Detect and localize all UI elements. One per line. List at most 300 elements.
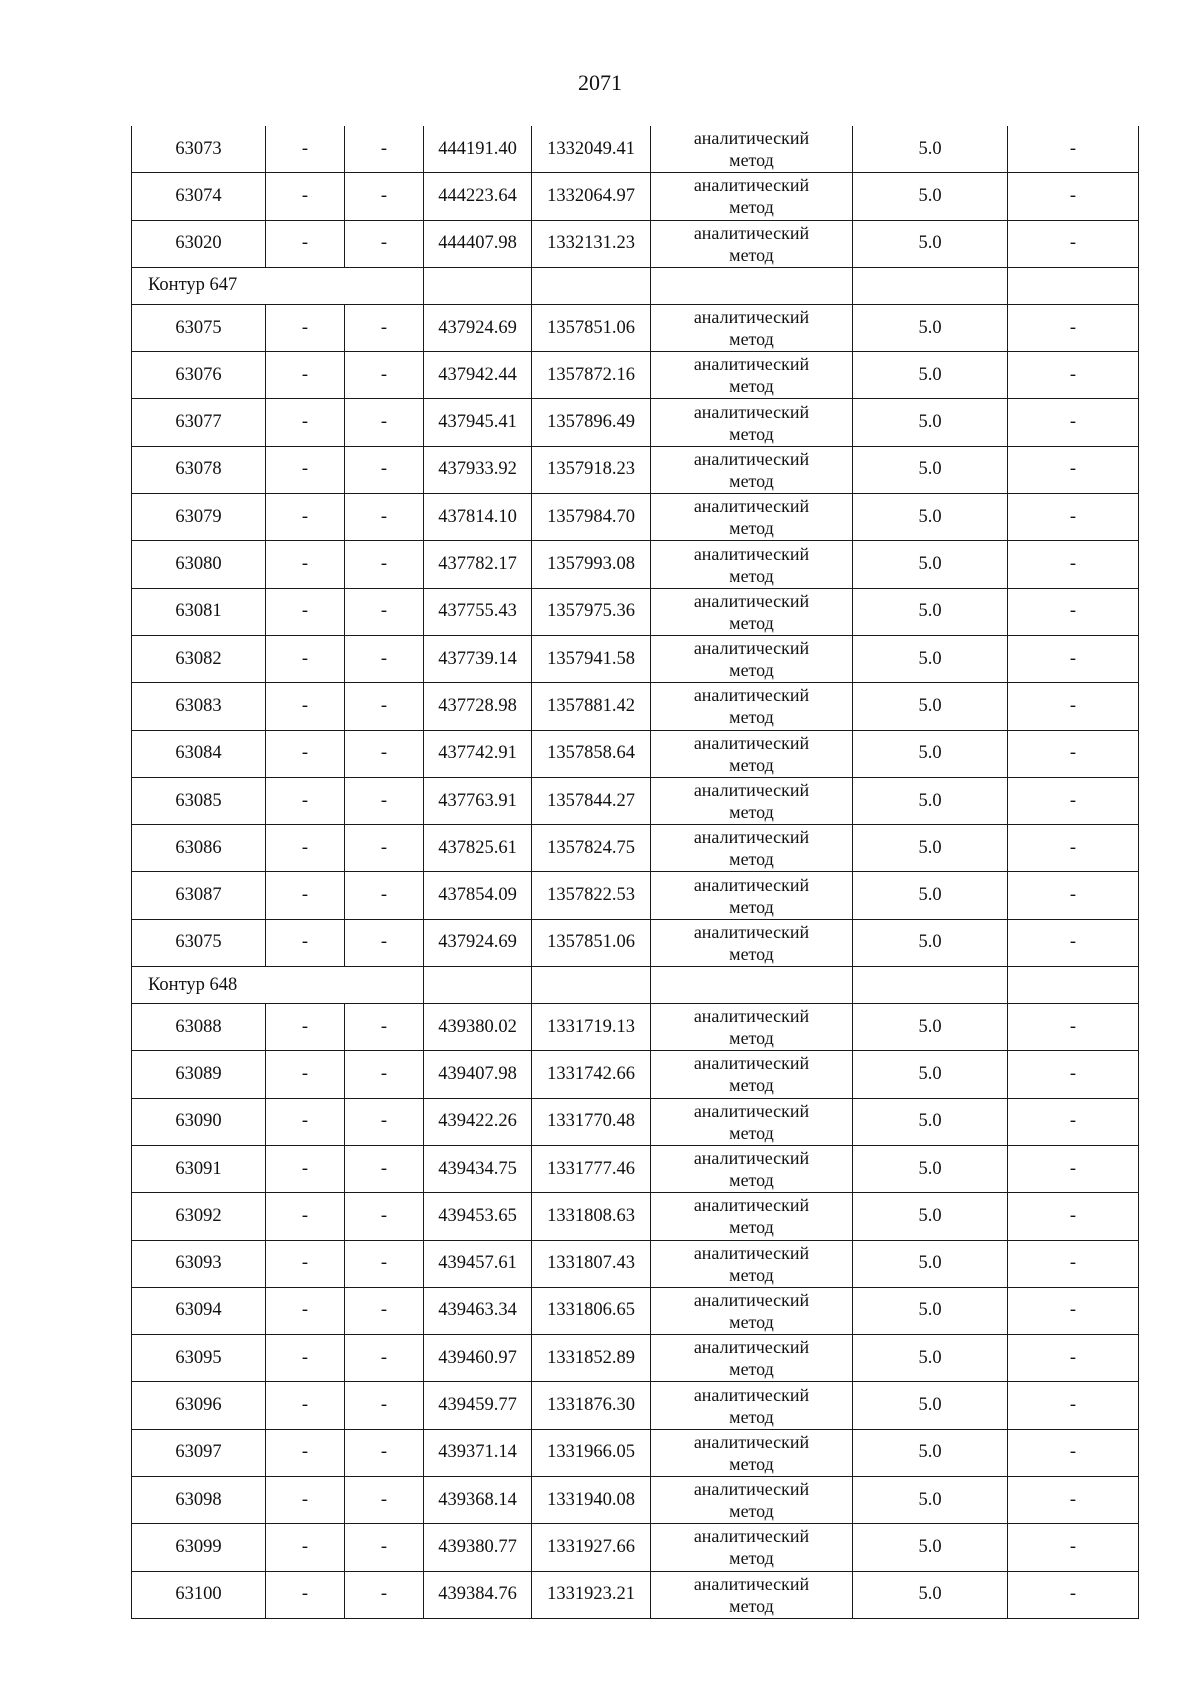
col8-cell: - [1008,1098,1139,1145]
method-line1: аналитический [693,732,810,753]
table-row [132,1524,1139,1571]
col3-cell: - [345,352,424,399]
col2-cell: - [266,1098,345,1145]
table-row [132,825,1139,872]
x-coordinate-cell: 437854.09 [424,872,532,919]
point-id-cell: 63087 [132,872,266,919]
point-id-cell: 63075 [132,304,266,351]
y-coordinate-cell: 1357993.08 [532,541,651,588]
x-coordinate-cell: 437945.41 [424,399,532,446]
empty-cell [651,967,853,1004]
col8-cell: - [1008,541,1139,588]
y-coordinate-cell: 1331719.13 [532,1004,651,1051]
method-cell [651,588,853,635]
method-line2: метод [729,1264,774,1285]
table-row [132,872,1139,919]
col8-cell: - [1008,777,1139,824]
x-coordinate-cell: 437739.14 [424,635,532,682]
col8-cell: - [1008,683,1139,730]
method-line1: аналитический [693,1148,810,1169]
col8-cell: - [1008,1382,1139,1429]
x-coordinate-cell: 439368.14 [424,1477,532,1524]
accuracy-cell: 5.0 [853,777,1008,824]
accuracy-cell: 5.0 [853,1477,1008,1524]
x-coordinate-cell: 437728.98 [424,683,532,730]
y-coordinate-cell: 1332064.97 [532,173,651,220]
y-coordinate-cell: 1331806.65 [532,1287,651,1334]
method-line1: аналитический [693,1242,810,1263]
col2-cell: - [266,220,345,267]
method-cell [651,304,853,351]
col8-cell: - [1008,1524,1139,1571]
col3-cell: - [345,872,424,919]
y-coordinate-cell: 1357851.06 [532,919,651,966]
method-line1: аналитический [693,307,810,328]
accuracy-cell: 5.0 [853,825,1008,872]
col3-cell: - [345,1004,424,1051]
accuracy-cell: 5.0 [853,541,1008,588]
col8-cell: - [1008,1477,1139,1524]
accuracy-cell: 5.0 [853,399,1008,446]
point-id-cell: 63074 [132,173,266,220]
table-row [132,494,1139,541]
accuracy-cell: 5.0 [853,1098,1008,1145]
col3-cell: - [345,1335,424,1382]
table-row [132,1193,1139,1240]
accuracy-cell: 5.0 [853,1240,1008,1287]
table-row [132,1287,1139,1334]
empty-cell [853,267,1008,304]
method-line2: метод [729,197,774,218]
col3-cell: - [345,635,424,682]
method-line2: метод [729,1406,774,1427]
col3-cell: - [345,825,424,872]
col8-cell: - [1008,825,1139,872]
method-line2: метод [729,565,774,586]
empty-cell [1008,967,1139,1004]
accuracy-cell: 5.0 [853,173,1008,220]
accuracy-cell: 5.0 [853,1524,1008,1571]
col2-cell: - [266,683,345,730]
point-id-cell: 63094 [132,1287,266,1334]
method-cell [651,1335,853,1382]
col2-cell: - [266,825,345,872]
method-line1: аналитический [693,1526,810,1547]
y-coordinate-cell: 1357881.42 [532,683,651,730]
contour-label: Контур 647 [132,267,424,304]
x-coordinate-cell: 437755.43 [424,588,532,635]
method-line1: аналитический [693,128,810,149]
col3-cell: - [345,220,424,267]
table-row [132,1571,1139,1618]
point-id-cell: 63091 [132,1145,266,1192]
accuracy-cell: 5.0 [853,1571,1008,1618]
accuracy-cell: 5.0 [853,494,1008,541]
point-id-cell: 63085 [132,777,266,824]
accuracy-cell: 5.0 [853,635,1008,682]
col3-cell: - [345,588,424,635]
x-coordinate-cell: 437763.91 [424,777,532,824]
method-line2: метод [729,1122,774,1143]
point-id-cell: 63079 [132,494,266,541]
method-line1: аналитический [693,496,810,517]
table-row [132,777,1139,824]
method-cell [651,1145,853,1192]
col2-cell: - [266,1335,345,1382]
col8-cell: - [1008,1287,1139,1334]
col8-cell: - [1008,919,1139,966]
point-id-cell: 63076 [132,352,266,399]
col2-cell: - [266,1477,345,1524]
table-row [132,1240,1139,1287]
point-id-cell: 63083 [132,683,266,730]
table-row [132,541,1139,588]
point-id-cell: 63077 [132,399,266,446]
col8-cell: - [1008,1335,1139,1382]
method-cell [651,1098,853,1145]
col2-cell: - [266,1004,345,1051]
col8-cell: - [1008,126,1139,173]
y-coordinate-cell: 1331807.43 [532,1240,651,1287]
accuracy-cell: 5.0 [853,1193,1008,1240]
y-coordinate-cell: 1357872.16 [532,352,651,399]
method-cell [651,352,853,399]
table-row [132,399,1139,446]
method-cell [651,872,853,919]
x-coordinate-cell: 439460.97 [424,1335,532,1382]
method-cell [651,541,853,588]
col3-cell: - [345,1477,424,1524]
col2-cell: - [266,777,345,824]
accuracy-cell: 5.0 [853,1145,1008,1192]
method-cell [651,173,853,220]
empty-cell [424,967,532,1004]
col3-cell: - [345,1051,424,1098]
method-line2: метод [729,423,774,444]
method-line1: аналитический [693,1337,810,1358]
col2-cell: - [266,352,345,399]
point-id-cell: 63020 [132,220,266,267]
method-line2: метод [729,1595,774,1616]
empty-cell [1008,267,1139,304]
method-line2: метод [729,754,774,775]
table-row [132,1145,1139,1192]
col8-cell: - [1008,730,1139,777]
method-cell [651,126,853,173]
accuracy-cell: 5.0 [853,1335,1008,1382]
table-row [132,1098,1139,1145]
col8-cell: - [1008,494,1139,541]
col2-cell: - [266,1524,345,1571]
method-line2: метод [729,612,774,633]
col2-cell: - [266,1287,345,1334]
x-coordinate-cell: 437924.69 [424,304,532,351]
method-cell [651,635,853,682]
method-cell [651,220,853,267]
method-line2: метод [729,470,774,491]
accuracy-cell: 5.0 [853,1287,1008,1334]
table-row [132,173,1139,220]
x-coordinate-cell: 437933.92 [424,446,532,493]
method-cell [651,1004,853,1051]
method-line1: аналитический [693,685,810,706]
col8-cell: - [1008,446,1139,493]
y-coordinate-cell: 1357824.75 [532,825,651,872]
accuracy-cell: 5.0 [853,730,1008,777]
accuracy-cell: 5.0 [853,872,1008,919]
method-cell [651,1524,853,1571]
y-coordinate-cell: 1331770.48 [532,1098,651,1145]
method-cell [651,1571,853,1618]
x-coordinate-cell: 439384.76 [424,1571,532,1618]
y-coordinate-cell: 1331742.66 [532,1051,651,1098]
y-coordinate-cell: 1357984.70 [532,494,651,541]
method-line1: аналитический [693,780,810,800]
col8-cell: - [1008,1571,1139,1618]
col3-cell: - [345,1571,424,1618]
x-coordinate-cell: 439380.02 [424,1004,532,1051]
y-coordinate-cell: 1331808.63 [532,1193,651,1240]
col2-cell: - [266,1145,345,1192]
accuracy-cell: 5.0 [853,1429,1008,1476]
point-id-cell: 63096 [132,1382,266,1429]
point-id-cell: 63084 [132,730,266,777]
col3-cell: - [345,1145,424,1192]
x-coordinate-cell: 439459.77 [424,1382,532,1429]
method-line1: аналитический [693,1573,810,1594]
col3-cell: - [345,1429,424,1476]
method-line1: аналитический [693,1479,810,1500]
table-row [132,304,1139,351]
col8-cell: - [1008,1429,1139,1476]
accuracy-cell: 5.0 [853,1004,1008,1051]
method-cell [651,1240,853,1287]
x-coordinate-cell: 439407.98 [424,1051,532,1098]
method-line2: метод [729,1217,774,1238]
method-line2: метод [729,1548,774,1569]
y-coordinate-cell: 1357941.58 [532,635,651,682]
accuracy-cell: 5.0 [853,1382,1008,1429]
method-line1: аналитический [693,874,810,895]
accuracy-cell: 5.0 [853,352,1008,399]
col8-cell: - [1008,1193,1139,1240]
method-cell [651,494,853,541]
method-line2: метод [729,518,774,539]
method-line2: метод [729,376,774,397]
table-row [132,1004,1139,1051]
point-id-cell: 63092 [132,1193,266,1240]
method-cell [651,825,853,872]
accuracy-cell: 5.0 [853,588,1008,635]
table-row [132,126,1139,173]
table-row [132,446,1139,493]
y-coordinate-cell: 1331966.05 [532,1429,651,1476]
method-cell [651,399,853,446]
col3-cell: - [345,1098,424,1145]
coordinates-table [131,126,1139,1619]
col2-cell: - [266,730,345,777]
method-cell [651,1382,853,1429]
y-coordinate-cell: 1331852.89 [532,1335,651,1382]
point-id-cell: 63078 [132,446,266,493]
method-line2: метод [729,1170,774,1191]
method-line2: метод [729,1075,774,1096]
col3-cell: - [345,777,424,824]
table-row [132,683,1139,730]
y-coordinate-cell: 1357896.49 [532,399,651,446]
col2-cell: - [266,1193,345,1240]
accuracy-cell: 5.0 [853,1051,1008,1098]
col2-cell: - [266,494,345,541]
method-line2: метод [729,660,774,681]
table-body [132,126,1139,1618]
col3-cell: - [345,126,424,173]
method-cell [651,1287,853,1334]
method-cell [651,446,853,493]
method-line1: аналитический [693,590,810,611]
col3-cell: - [345,399,424,446]
table-row [132,1051,1139,1098]
table-row [132,1429,1139,1476]
point-id-cell: 63098 [132,1477,266,1524]
y-coordinate-cell: 1357851.06 [532,304,651,351]
point-id-cell: 63086 [132,825,266,872]
x-coordinate-cell: 439453.65 [424,1193,532,1240]
y-coordinate-cell: 1332131.23 [532,220,651,267]
table-row [132,220,1139,267]
col3-cell: - [345,446,424,493]
col2-cell: - [266,588,345,635]
point-id-cell: 63081 [132,588,266,635]
method-cell [651,730,853,777]
x-coordinate-cell: 439434.75 [424,1145,532,1192]
y-coordinate-cell: 1357822.53 [532,872,651,919]
method-line1: аналитический [693,921,810,942]
col2-cell: - [266,126,345,173]
col2-cell: - [266,1571,345,1618]
method-line2: метод [729,329,774,350]
col2-cell: - [266,304,345,351]
point-id-cell: 63075 [132,919,266,966]
method-line2: метод [729,1311,774,1332]
col3-cell: - [345,494,424,541]
method-line1: аналитический [693,448,810,469]
col3-cell: - [345,173,424,220]
method-line1: аналитический [693,1195,810,1216]
method-line1: аналитический [693,1053,810,1074]
x-coordinate-cell: 437924.69 [424,919,532,966]
col8-cell: - [1008,1051,1139,1098]
accuracy-cell: 5.0 [853,446,1008,493]
col2-cell: - [266,173,345,220]
x-coordinate-cell: 437814.10 [424,494,532,541]
y-coordinate-cell: 1331923.21 [532,1571,651,1618]
col8-cell: - [1008,173,1139,220]
col8-cell: - [1008,352,1139,399]
col8-cell: - [1008,588,1139,635]
method-line1: аналитический [693,1006,810,1027]
method-line2: метод [729,150,774,171]
contour-label: Контур 648 [132,967,424,1004]
accuracy-cell: 5.0 [853,683,1008,730]
col2-cell: - [266,919,345,966]
x-coordinate-cell: 437942.44 [424,352,532,399]
x-coordinate-cell: 437742.91 [424,730,532,777]
table-row [132,352,1139,399]
empty-cell [853,967,1008,1004]
method-cell [651,1429,853,1476]
col3-cell: - [345,730,424,777]
point-id-cell: 63097 [132,1429,266,1476]
col3-cell: - [345,1240,424,1287]
col3-cell: - [345,1193,424,1240]
x-coordinate-cell: 439457.61 [424,1240,532,1287]
col2-cell: - [266,1382,345,1429]
point-id-cell: 63099 [132,1524,266,1571]
method-line2: метод [729,1453,774,1474]
col2-cell: - [266,399,345,446]
col8-cell: - [1008,304,1139,351]
table-row [132,635,1139,682]
col3-cell: - [345,683,424,730]
y-coordinate-cell: 1331927.66 [532,1524,651,1571]
method-line2: метод [729,707,774,728]
page-number: 2071 [578,70,622,95]
method-line2: метод [729,1359,774,1380]
contour-header-row [132,267,1139,304]
method-line2: метод [729,943,774,964]
table-row [132,588,1139,635]
point-id-cell: 63089 [132,1051,266,1098]
col3-cell: - [345,541,424,588]
method-line1: аналитический [693,827,810,848]
col8-cell: - [1008,1145,1139,1192]
method-cell [651,1193,853,1240]
empty-cell [532,267,651,304]
point-id-cell: 63100 [132,1571,266,1618]
col2-cell: - [266,635,345,682]
empty-cell [651,267,853,304]
point-id-cell: 63073 [132,126,266,173]
col8-cell: - [1008,220,1139,267]
method-line2: метод [729,802,774,822]
x-coordinate-cell: 437782.17 [424,541,532,588]
x-coordinate-cell: 439380.77 [424,1524,532,1571]
table-row [132,919,1139,966]
accuracy-cell: 5.0 [853,919,1008,966]
method-line1: аналитический [693,401,810,422]
point-id-cell: 63093 [132,1240,266,1287]
y-coordinate-cell: 1331876.30 [532,1382,651,1429]
method-line2: метод [729,1501,774,1522]
col8-cell: - [1008,399,1139,446]
method-line1: аналитический [693,222,810,243]
col8-cell: - [1008,1004,1139,1051]
x-coordinate-cell: 444191.40 [424,126,532,173]
col2-cell: - [266,1240,345,1287]
col2-cell: - [266,1051,345,1098]
x-coordinate-cell: 437825.61 [424,825,532,872]
col3-cell: - [345,1524,424,1571]
method-cell [651,1051,853,1098]
method-line1: аналитический [693,638,810,659]
col2-cell: - [266,446,345,493]
col8-cell: - [1008,635,1139,682]
x-coordinate-cell: 439422.26 [424,1098,532,1145]
method-line1: аналитический [693,1289,810,1310]
y-coordinate-cell: 1331940.08 [532,1477,651,1524]
y-coordinate-cell: 1332049.41 [532,126,651,173]
